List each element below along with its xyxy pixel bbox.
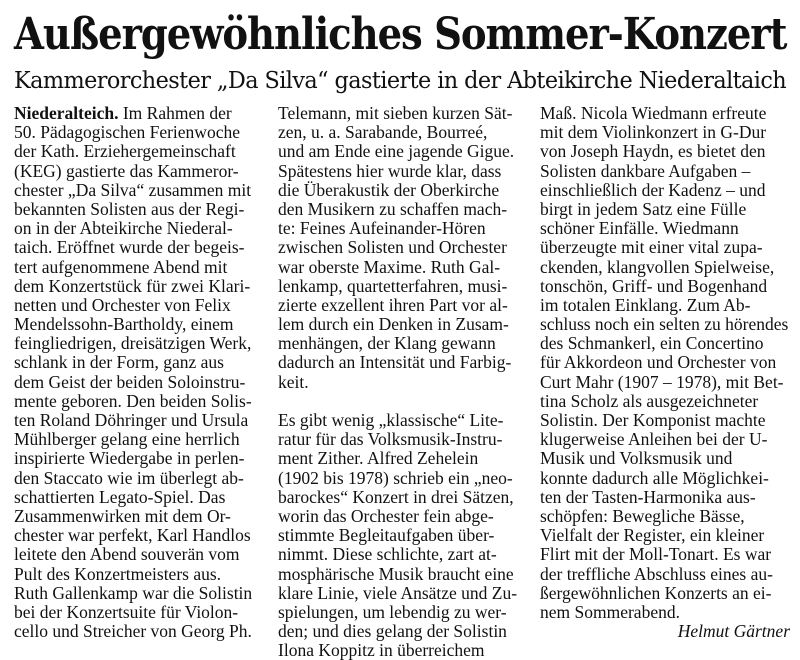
text-line: stimmte Begleitaufgaben über- xyxy=(278,525,495,546)
text-line: menhängen, der Klang gewann xyxy=(278,333,496,354)
text-line: und am Ende eine jagende Gigue. xyxy=(278,141,515,162)
text-line: cello und Streicher von Georg Ph. xyxy=(14,621,252,642)
text-line: ten Roland Döhringer und Ursula xyxy=(14,410,249,430)
article-subheadline: Kammerorchester „Da Silva“ gastierte in der Abteikirche Niederaltaich xyxy=(14,68,787,94)
text-line: schattierten Legato-Spiel. Das xyxy=(14,486,226,507)
text-line: überzeugte mit einer vital zupa- xyxy=(540,237,763,258)
text-line: Zusammenwirken mit dem Or- xyxy=(14,505,231,526)
text-line: tert aufgenommene Abend mit xyxy=(14,256,228,277)
article-column-1 xyxy=(14,104,262,641)
text-line: im totalen Einklang. Zum Ab- xyxy=(540,294,751,315)
text-line: den Staccato wie im überlegt ab- xyxy=(14,467,244,488)
text-line: tina Scholz als ausgezeichneter xyxy=(540,390,759,411)
text-line: klare Linie, viele Ansätze und Zu- xyxy=(278,582,518,603)
text-line: Musik und Volksmusik und xyxy=(540,448,733,469)
text-line: Solisten dankbare Aufgaben – xyxy=(540,160,751,181)
text-line: Solistin. Der Komponist machte xyxy=(540,410,766,430)
text-line: Curt Mahr (1907 – 1978), mit Bet- xyxy=(540,371,784,392)
text-line: chester war perfekt, Karl Handlos xyxy=(14,525,251,546)
text-line: Es gibt wenig „klassische“ Lite- xyxy=(278,410,504,430)
text-line: klugerweise Anleihen bei der U- xyxy=(540,429,768,450)
text-line: (KEG) gastierte das Kammeror- xyxy=(14,160,239,181)
article-column-2 xyxy=(278,104,526,660)
text-line: dem Konzertstück für zwei Klari- xyxy=(14,275,251,296)
text-line: Pult des Konzertmeisters aus. xyxy=(14,563,222,584)
dateline: Niederalteich. xyxy=(14,103,119,123)
text-line: Ruth Gallenkamp war die Solistin xyxy=(14,582,253,603)
text-line: zwischen Solisten und Orchester xyxy=(278,237,507,258)
text-line: zen, u. a. Sarabande, Bourreé, xyxy=(278,122,488,143)
text-line: mente geboren. Den beiden Solis- xyxy=(14,390,252,411)
text-line: netten und Orchester von Felix xyxy=(14,294,231,315)
text-line: ratur für das Volksmusik-Instru- xyxy=(278,429,503,450)
text-line: feingliedrigen, dreisätzigen Werk, xyxy=(14,333,252,354)
text-line: tonschön, Griff- und Bogenhand xyxy=(540,275,768,296)
text-line: schöner Einfälle. Wiedmann xyxy=(540,218,739,239)
text-line: schöpfen: Bewegliche Bässe, xyxy=(540,505,745,526)
text-line: den Musikern zu schaffen mach- xyxy=(278,198,508,219)
text-line: inspirierte Wiedergabe in perlen- xyxy=(14,448,245,469)
text-line: barockes“ Konzert in drei Sätzen, xyxy=(278,486,514,507)
text-line: Mühlberger gelang eine herrlich xyxy=(14,429,240,450)
article-headline: Außergewöhnliches Sommer-Konzert xyxy=(14,9,787,60)
text-line: Niederalteich. Im Rahmen der xyxy=(14,103,232,123)
text-line: birgt in jedem Satz eine Fülle xyxy=(540,198,747,219)
text-line: Spätestens hier wurde klar, dass xyxy=(278,160,502,181)
text-line: keit. xyxy=(278,371,309,392)
text-line: die Überakustik der Oberkirche xyxy=(278,179,500,200)
text-line: mosphärische Musik braucht eine xyxy=(278,563,514,584)
text-line: leitete den Abend souverän vom xyxy=(14,544,240,565)
text-line: ßergewöhnlichen Konzerts an ei- xyxy=(540,582,772,603)
text-line: konnte dadurch alle Möglichkei- xyxy=(540,467,769,488)
text-line: zierte exzellent ihren Part vor al- xyxy=(278,294,508,315)
text-line: spielungen, um lebendig zu wer- xyxy=(278,601,507,622)
text-line: von Joseph Haydn, es bietet den xyxy=(540,141,766,162)
text-line: ten der Tasten-Harmonika aus- xyxy=(540,486,756,507)
text-line: mit dem Violinkonzert in G-Dur xyxy=(540,122,767,143)
text-line: den; und dies gelang der Solistin xyxy=(278,621,507,642)
text-line: lenkamp, quartetterfahren, musi- xyxy=(278,275,508,296)
text-line: bei der Konzertsuite für Violon- xyxy=(14,601,239,622)
text-line: Flirt mit der Moll-Tonart. Es war xyxy=(540,544,772,565)
text-line: taich. Eröffnet wurde der begeis- xyxy=(14,237,245,258)
text-line: bekannten Solisten aus der Regi- xyxy=(14,198,245,219)
text-line: nem Sommerabend. xyxy=(540,601,680,622)
author-byline: Helmut Gärtner xyxy=(677,621,790,642)
text-line: Maß. Nicola Wiedmann erfreute xyxy=(540,103,767,123)
text-line: einschließlich der Kadenz – und xyxy=(540,179,766,200)
text-line: Mendelssohn-Bartholdy, einem xyxy=(14,314,234,335)
text-line: der Kath. Erziehergemeinschaft xyxy=(14,141,236,162)
text-line: war oberste Maxime. Ruth Gal- xyxy=(278,256,501,277)
text-line: ckenden, klangvollen Spielweise, xyxy=(540,256,775,277)
text-line: für Akkordeon und Orchester von xyxy=(540,352,777,373)
text-line: ment Zither. Alfred Zehelein xyxy=(278,448,479,469)
text-line: lem durch ein Denken in Zusam- xyxy=(278,314,509,335)
text-line: Vielfalt der Register, ein kleiner xyxy=(540,525,765,546)
text-line: schlank in der Form, ganz aus xyxy=(14,352,224,373)
text-line: (1902 bis 1978) schrieb ein „neo- xyxy=(278,467,513,488)
text-line: der treffliche Abschluss eines au- xyxy=(540,563,773,584)
text-line: 50. Pädagogischen Ferienwoche xyxy=(14,122,240,143)
text-line: dem Geist der beiden Soloinstru- xyxy=(14,371,246,392)
text-line: on in der Abteikirche Niederal- xyxy=(14,218,233,239)
article-column-3 xyxy=(540,104,790,641)
text-line: worin das Orchester fein abge- xyxy=(278,505,494,526)
text-line: chester „Da Silva“ zusammen mit xyxy=(14,179,252,200)
text-line: dadurch an Intensität und Farbig- xyxy=(278,352,512,373)
text-line: Telemann, mit sieben kurzen Sät- xyxy=(278,103,513,123)
paragraph-break xyxy=(278,392,526,411)
text-line: te: Feines Aufeinander-Hören xyxy=(278,218,486,239)
text-line: nimmt. Diese schlichte, zart at- xyxy=(278,544,497,565)
text-line: Ilona Koppitz in überreichem xyxy=(278,640,485,660)
text-line: des Schmankerl, ein Concertino xyxy=(540,333,764,354)
text-line: schluss noch ein selten zu hörendes xyxy=(540,314,789,335)
